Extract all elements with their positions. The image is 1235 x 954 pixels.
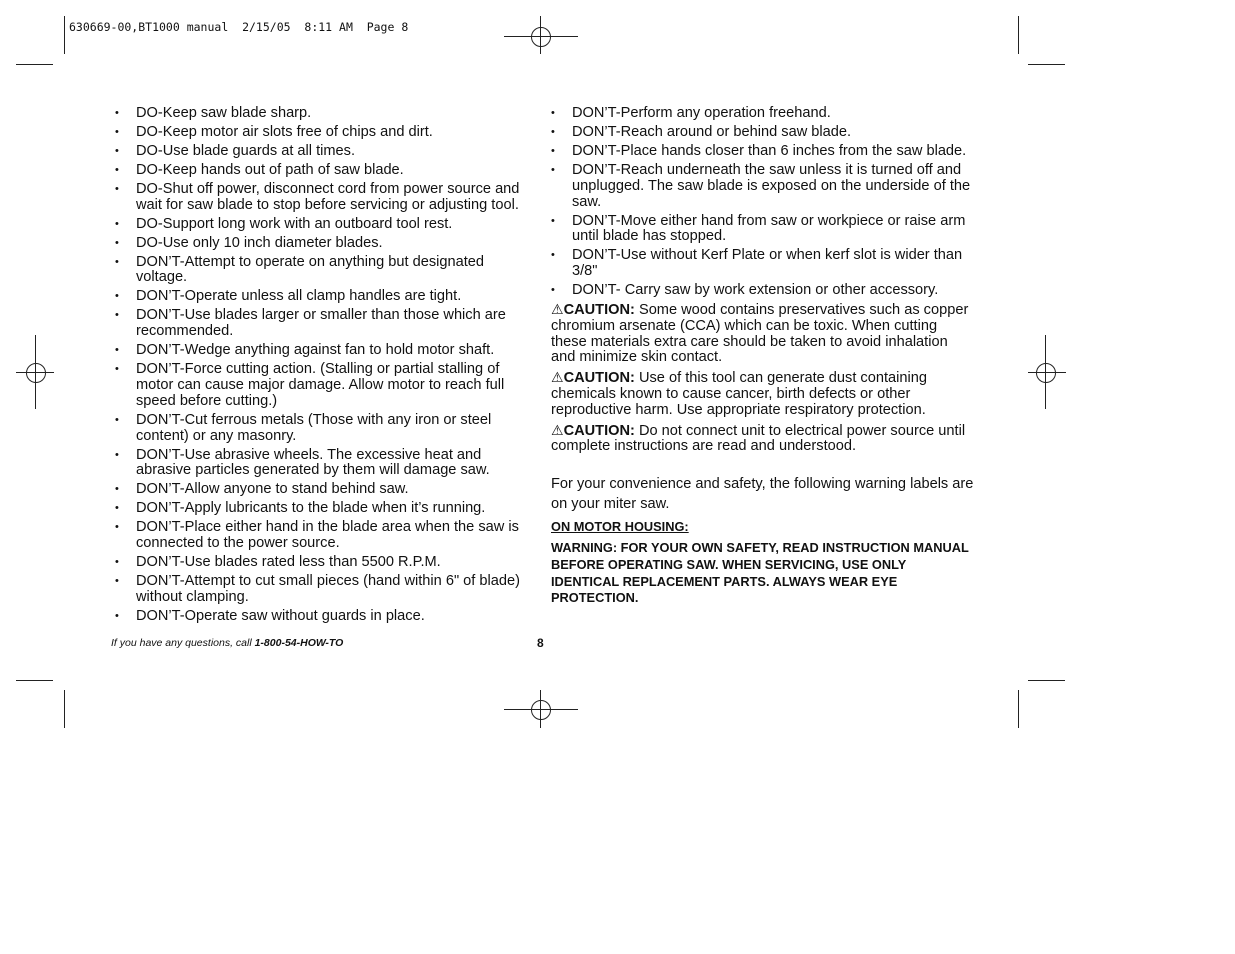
list-item-text: DON’T-Place either hand in the blade area when the saw is connected to the power source. xyxy=(136,519,519,552)
bullet: • xyxy=(115,344,119,357)
list-item xyxy=(115,289,530,305)
bullet: • xyxy=(115,255,119,268)
list-item-text: DON’T-Apply lubricants to the blade when it’s running. xyxy=(136,500,486,517)
list-item xyxy=(551,163,976,210)
list-item xyxy=(115,501,530,517)
list-item xyxy=(115,520,530,552)
bullet: • xyxy=(551,125,555,138)
list-item xyxy=(115,555,530,571)
bullet: • xyxy=(115,163,119,176)
list-item-text: DON’T-Perform any operation freehand. xyxy=(572,105,831,121)
list-item-text: DON’T- Carry saw by work extension or other accessory. xyxy=(572,282,939,299)
list-item xyxy=(115,182,530,214)
list-item-text: DON’T-Reach around or behind saw blade. xyxy=(572,123,852,140)
warning-triangle-icon: ⚠ xyxy=(551,369,564,386)
page-number: 8 xyxy=(537,636,544,650)
motor-housing-warning: WARNING: FOR YOUR OWN SAFETY, READ INSTRUCTION MANUAL BEFORE OPERATING SAW. WHEN SERVICING, USE ONLY IDENTICAL REPLACEMENT PARTS. ALWAYS WEAR EYE PROTECTION. xyxy=(551,540,969,606)
list-item xyxy=(115,236,530,252)
bullet: • xyxy=(551,163,555,176)
bullet: • xyxy=(115,182,119,195)
list-item-text: DON’T-Operate saw without guards in place. xyxy=(136,607,425,624)
list-item-text: DO-Keep motor air slots free of chips and dirt. xyxy=(136,123,433,140)
list-item xyxy=(115,574,530,606)
list-item-text: DON’T-Cut ferrous metals (Those with any iron or steel content) or any masonry. xyxy=(136,411,492,444)
list-item xyxy=(551,283,976,299)
bullet: • xyxy=(551,284,555,297)
warning-triangle-icon: ⚠ xyxy=(551,301,564,318)
bullet: • xyxy=(115,575,119,588)
list-item-text: DON’T-Move either hand from saw or workpiece or raise arm until blade has stopped. xyxy=(572,212,966,245)
motor-housing-heading: ON MOTOR HOUSING: xyxy=(551,519,689,535)
bullet: • xyxy=(115,413,119,426)
bullet: • xyxy=(115,483,119,496)
caution-note xyxy=(551,302,976,366)
list-item xyxy=(115,106,530,122)
help-footer xyxy=(111,637,343,649)
footer-prefix: If you have any questions, call xyxy=(111,637,255,649)
list-item-text: DON’T-Attempt to operate on anything but designated voltage. xyxy=(136,253,485,286)
bullet: • xyxy=(115,107,119,119)
bullet: • xyxy=(551,249,555,262)
list-item-text: DO-Support long work with an outboard tool rest. xyxy=(136,215,453,232)
list-item xyxy=(115,217,530,233)
left-do-dont-list xyxy=(115,106,530,625)
list-item-text: DON’T-Attempt to cut small pieces (hand within 6" of blade) without clamping. xyxy=(136,573,520,605)
list-item-text: DO-Use blade guards at all times. xyxy=(136,142,355,159)
list-item xyxy=(115,255,530,287)
bullet: • xyxy=(551,144,555,157)
list-item-text: DON’T-Force cutting action. (Stalling or partial stalling of motor can cause major damage. Allow motor to reach full speed before cutting.) xyxy=(136,361,505,409)
bullet: • xyxy=(115,609,119,622)
list-item xyxy=(115,308,530,340)
list-item xyxy=(115,125,530,141)
right-column xyxy=(551,106,976,607)
bullet: • xyxy=(115,125,119,138)
list-item xyxy=(115,482,530,498)
print-slug-line: 630669-00,BT1000 manual 2/15/05 8:11 AM Page 8 xyxy=(69,20,409,34)
bullet: • xyxy=(115,502,119,515)
caution-text: Use of this tool can generate dust containing chemicals known to cause cancer, birth defects or other reproductive harm. Use appropriate respiratory protection. xyxy=(551,370,927,418)
list-item-text: DON’T-Wedge anything against fan to hold motor shaft. xyxy=(136,342,495,359)
bullet: • xyxy=(551,214,555,227)
bullet: • xyxy=(115,309,119,322)
list-item-text: DO-Shut off power, disconnect cord from power source and wait for saw blade to stop before servicing or adjusting tool. xyxy=(136,180,520,213)
warning-triangle-icon: ⚠ xyxy=(551,421,564,438)
caution-notes xyxy=(551,302,976,455)
caution-note xyxy=(551,423,976,456)
bullet: • xyxy=(115,521,119,534)
bullet: • xyxy=(115,363,119,376)
list-item xyxy=(115,343,530,359)
caution-text: Do not connect unit to electrical power source until complete instructions are read and understood. xyxy=(551,422,966,455)
caution-label: CAUTION: xyxy=(563,302,635,319)
bullet: • xyxy=(115,290,119,303)
list-item-text: DO-Use only 10 inch diameter blades. xyxy=(136,234,383,251)
bullet: • xyxy=(115,556,119,569)
list-item xyxy=(115,609,530,625)
warning-labels-intro: For your convenience and safety, the following warning labels are on your miter saw. xyxy=(551,476,974,512)
list-item xyxy=(115,163,530,179)
right-dont-list xyxy=(551,106,976,299)
caution-note xyxy=(551,370,976,418)
bullet: • xyxy=(115,236,119,249)
list-item xyxy=(115,362,530,409)
list-item-text: DON’T-Allow anyone to stand behind saw. xyxy=(136,481,409,498)
bullet: • xyxy=(115,217,119,230)
left-column xyxy=(115,106,530,628)
bullet: • xyxy=(115,144,119,157)
list-item-text: DON’T-Use blades larger or smaller than those which are recommended. xyxy=(136,307,506,340)
list-item xyxy=(551,144,976,160)
list-item-text: DO-Keep hands out of path of saw blade. xyxy=(136,161,404,178)
caution-text: Some wood contains preservatives such as copper chromium arsenate (CCA) which can be toxic. When cutting these materials extra care should be taken to avoid inhalation and minimize skin contact. xyxy=(551,302,969,366)
list-item xyxy=(551,106,976,122)
list-item xyxy=(551,214,976,246)
list-item xyxy=(115,448,530,480)
bullet: • xyxy=(115,448,119,461)
list-item xyxy=(551,248,976,280)
list-item-text: DON’T-Operate unless all clamp handles are tight. xyxy=(136,288,462,305)
footer-phone: 1-800-54-HOW-TO xyxy=(254,637,344,649)
list-item-text: DON’T-Reach underneath the saw unless it is turned off and unplugged. The saw blade is exposed on the underside of the saw. xyxy=(572,161,971,210)
list-item xyxy=(551,125,976,141)
list-item-text: DON’T-Use abrasive wheels. The excessive heat and abrasive particles generated by them will damage saw. xyxy=(136,446,490,479)
list-item-text: DON’T-Place hands closer than 6 inches from the saw blade. xyxy=(572,142,967,159)
caution-label: CAUTION: xyxy=(563,422,635,439)
list-item-text: DO-Keep saw blade sharp. xyxy=(136,105,312,121)
bullet: • xyxy=(551,107,555,119)
list-item-text: DON’T-Use without Kerf Plate or when kerf slot is wider than 3/8" xyxy=(572,247,963,280)
list-item xyxy=(115,144,530,160)
list-item-text: DON’T-Use blades rated less than 5500 R.P.M. xyxy=(136,554,441,571)
caution-label: CAUTION: xyxy=(563,370,635,387)
list-item xyxy=(115,413,530,445)
